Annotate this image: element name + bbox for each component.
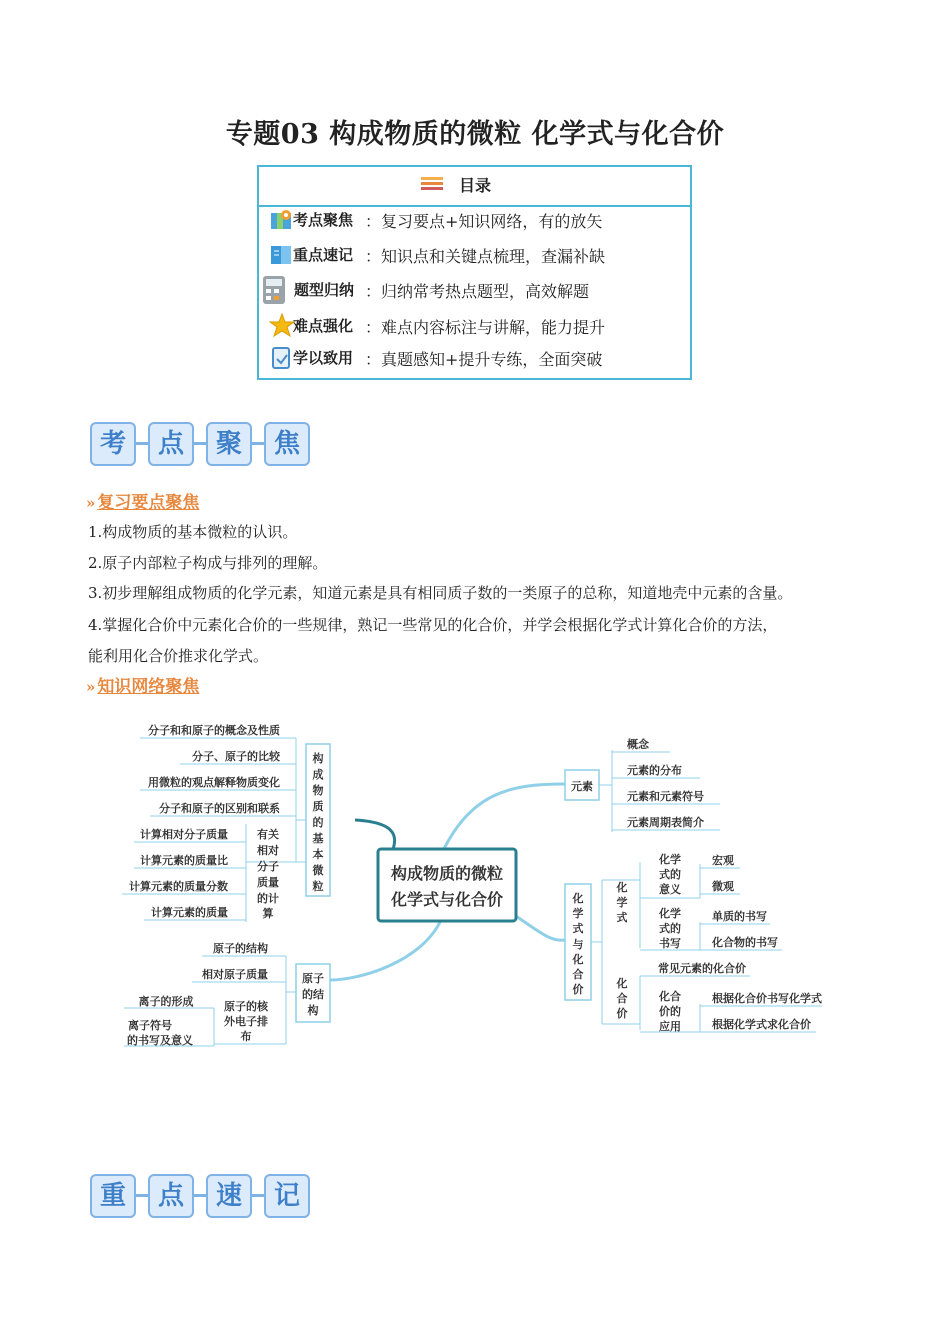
- mindmap-branch-elements: [565, 737, 720, 832]
- svg-text:构: 构: [312, 752, 324, 765]
- toc-desc: ：难点内容标注与讲解，能力提升: [365, 318, 606, 337]
- svg-text:离子的形成: 离子的形成: [138, 995, 194, 1008]
- svg-text:的结: 的结: [302, 988, 324, 1001]
- mindmap-center: [378, 849, 516, 921]
- mindmap-edge: [440, 784, 565, 857]
- svg-text:有关: 有关: [257, 828, 279, 841]
- banner-tile: 焦: [264, 422, 310, 466]
- svg-text:离子符号: 离子符号: [128, 1019, 172, 1032]
- banner-tile: 速: [206, 1174, 252, 1218]
- svg-text:式的: 式的: [659, 922, 681, 935]
- section-banner-kaodian: [90, 418, 320, 470]
- svg-text:宏观: 宏观: [712, 854, 734, 867]
- book-icon: [269, 242, 295, 272]
- svg-text:意义: 意义: [659, 883, 681, 896]
- svg-text:概念: 概念: [627, 738, 649, 751]
- svg-text:计算相对分子质量: 计算相对分子质量: [140, 828, 228, 841]
- svg-text:合: 合: [616, 992, 628, 1005]
- svg-text:微: 微: [312, 864, 324, 877]
- svg-text:常见元素的化合价: 常见元素的化合价: [658, 962, 746, 975]
- svg-text:化合物的书写: 化合物的书写: [712, 936, 778, 949]
- section-banner-zhongdian: [90, 1170, 320, 1222]
- svg-text:计算元素的质量分数: 计算元素的质量分数: [129, 880, 228, 893]
- svg-text:学: 学: [616, 896, 628, 909]
- knowledge-mindmap: [110, 712, 830, 1057]
- svg-text:构成物质的微粒: 构成物质的微粒: [390, 864, 504, 883]
- svg-text:化学式与化合价: 化学式与化合价: [390, 890, 504, 909]
- svg-text:与: 与: [572, 938, 584, 951]
- svg-text:构: 构: [307, 1004, 319, 1017]
- review-point: 1.构成物质的基本微粒的认识。: [88, 523, 298, 541]
- toc-label: 学以致用: [293, 349, 354, 367]
- svg-text:算: 算: [262, 907, 274, 920]
- svg-text:应用: 应用: [659, 1020, 681, 1033]
- svg-text:价: 价: [616, 1007, 628, 1020]
- svg-text:根据化学式求化合价: 根据化学式求化合价: [712, 1018, 811, 1031]
- toc-desc: ：复习要点+知识网络，有的放矢: [365, 212, 603, 231]
- svg-text:相对: 相对: [257, 844, 279, 857]
- svg-text:的计: 的计: [257, 892, 279, 905]
- double-chevron-icon: »: [86, 494, 96, 512]
- banner-tile: 点: [148, 422, 194, 466]
- svg-text:单质的书写: 单质的书写: [712, 910, 767, 923]
- svg-text:分子: 分子: [257, 860, 279, 873]
- svg-text:原子的核: 原子的核: [224, 1000, 268, 1013]
- svg-text:式的: 式的: [659, 868, 681, 881]
- svg-text:物: 物: [312, 784, 324, 797]
- svg-text:根据化合价书写化学式: 根据化合价书写化学式: [712, 992, 822, 1005]
- svg-text:的书写及意义: 的书写及意义: [127, 1034, 193, 1047]
- svg-text:价的: 价的: [659, 1005, 681, 1018]
- section-heading: » 复习要点聚焦: [86, 493, 200, 513]
- svg-text:分子和和原子的概念及性质: 分子和和原子的概念及性质: [148, 724, 280, 737]
- svg-text:用微粒的观点解释物质变化: 用微粒的观点解释物质变化: [148, 776, 280, 789]
- toc-desc: ：真题感知+提升专练，全面突破: [365, 350, 603, 369]
- svg-text:粒: 粒: [312, 880, 324, 893]
- svg-text:原子: 原子: [302, 972, 324, 985]
- svg-text:微观: 微观: [712, 880, 734, 893]
- calculator-icon: [262, 275, 286, 309]
- svg-text:价: 价: [572, 983, 584, 996]
- double-chevron-icon: »: [86, 678, 96, 696]
- svg-text:布: 布: [240, 1030, 252, 1043]
- svg-text:化合: 化合: [659, 990, 681, 1003]
- toc-desc: ：知识点和关键点梳理，查漏补缺: [365, 247, 606, 266]
- banner-connector: [194, 1194, 206, 1197]
- review-point: 4.掌握化合价中元素化合价的一些规律，熟记一些常见的化合价，并学会根据化学式计算化合价的方法，: [88, 616, 778, 634]
- svg-text:分子和原子的区别和联系: 分子和原子的区别和联系: [159, 802, 280, 815]
- banner-tile: 点: [148, 1174, 194, 1218]
- svg-text:学: 学: [572, 907, 584, 920]
- map-icon: [269, 207, 295, 237]
- svg-text:化: 化: [616, 977, 628, 990]
- toc-label: 重点速记: [293, 246, 354, 264]
- svg-text:的: 的: [312, 816, 324, 829]
- svg-text:成: 成: [312, 768, 324, 781]
- review-point: 3.初步理解组成物质的化学元素，知道元素是具有相同质子数的一类原子的总称，知道地壳中元素的含量。: [88, 584, 793, 602]
- section-heading: » 知识网络聚焦: [86, 677, 200, 697]
- banner-connector: [136, 1194, 148, 1197]
- svg-text:元素: 元素: [571, 780, 593, 793]
- toc-heading: 目录: [459, 176, 492, 195]
- banner-tile: 聚: [206, 422, 252, 466]
- mindmap-branch-basic-particles: [122, 723, 330, 922]
- svg-text:质: 质: [312, 800, 324, 813]
- svg-text:分子、原子的比较: 分子、原子的比较: [192, 750, 280, 763]
- page-title: 专题03 构成物质的微粒 化学式与化合价: [225, 119, 725, 150]
- toc-desc: ：归纳常考热点题型，高效解题: [365, 282, 590, 301]
- toc-label: 考点聚焦: [293, 211, 354, 229]
- svg-text:化: 化: [572, 892, 584, 905]
- svg-text:元素和元素符号: 元素和元素符号: [627, 790, 704, 803]
- svg-text:化学: 化学: [659, 907, 681, 920]
- banner-connector: [252, 1194, 264, 1197]
- review-point: 2.原子内部粒子构成与排列的理解。: [88, 554, 328, 572]
- review-point: 能利用化合价推求化学式。: [88, 647, 269, 665]
- mindmap-branch-formula-valence: [565, 852, 822, 1033]
- clipboard-icon: [269, 345, 295, 375]
- svg-text:相对原子质量: 相对原子质量: [202, 968, 268, 981]
- mindmap-branch-atom-structure: [124, 941, 330, 1047]
- mindmap-edge: [330, 922, 440, 980]
- svg-text:元素的分布: 元素的分布: [627, 764, 682, 777]
- svg-text:本: 本: [312, 848, 324, 861]
- svg-text:基: 基: [312, 832, 324, 845]
- svg-text:外电子排: 外电子排: [224, 1015, 268, 1028]
- svg-text:式: 式: [572, 922, 584, 935]
- svg-text:计算元素的质量比: 计算元素的质量比: [140, 854, 228, 867]
- svg-text:计算元素的质量: 计算元素的质量: [151, 906, 228, 919]
- list-icon: [421, 176, 443, 196]
- toc-label: 难点强化: [293, 317, 354, 335]
- svg-text:原子的结构: 原子的结构: [213, 942, 268, 955]
- svg-text:元素周期表简介: 元素周期表简介: [627, 816, 704, 829]
- toc-header: [259, 167, 690, 207]
- svg-text:合: 合: [572, 968, 584, 981]
- svg-text:书写: 书写: [659, 937, 681, 950]
- svg-text:质量: 质量: [257, 876, 279, 889]
- star-icon: [269, 313, 295, 341]
- mindmap-edge: [510, 912, 565, 940]
- banner-tile: 考: [90, 422, 136, 466]
- table-of-contents: [257, 165, 692, 380]
- svg-text:化学: 化学: [659, 853, 681, 866]
- svg-text:化: 化: [572, 953, 584, 966]
- banner-connector: [252, 442, 264, 445]
- svg-text:式: 式: [616, 911, 628, 924]
- banner-connector: [136, 442, 148, 445]
- svg-text:化: 化: [616, 881, 628, 894]
- banner-tile: 重: [90, 1174, 136, 1218]
- toc-label: 题型归纳: [294, 281, 355, 299]
- banner-connector: [194, 442, 206, 445]
- banner-tile: 记: [264, 1174, 310, 1218]
